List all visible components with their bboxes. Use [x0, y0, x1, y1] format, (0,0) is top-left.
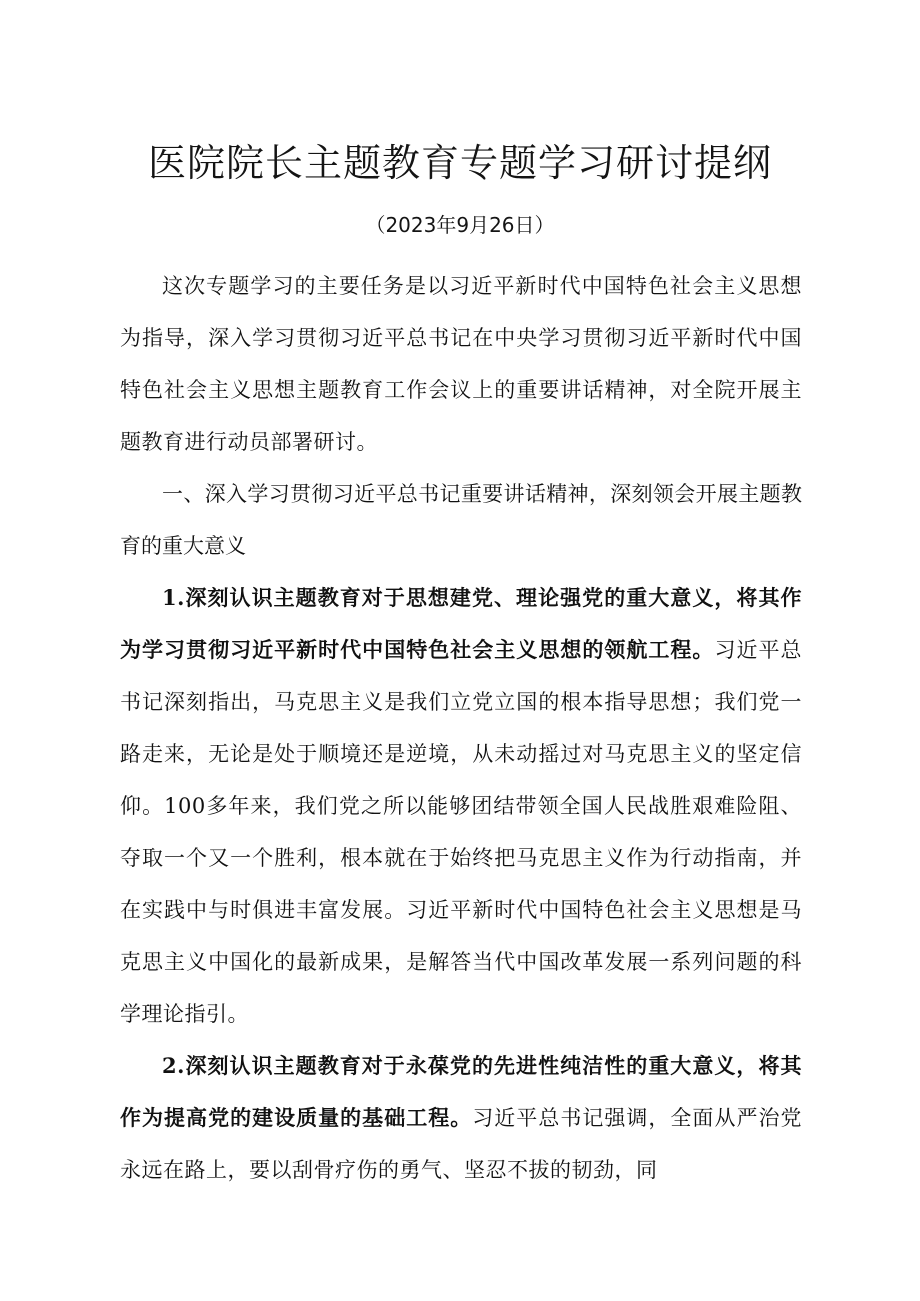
document-title: 医院院长主题教育专题学习研讨提纲 [147, 141, 772, 185]
intro-paragraph: 这次专题学习的主要任务是以习近平新时代中国特色社会主义思想为指导，深入学习贯彻习近平总书记在中央学习贯彻习近平新时代中国特色社会主义思想主题教育工作会议上的重要讲话精神，对全院开展主题教育进行动员部署研讨。 [120, 274, 802, 454]
item-1-lead: 1.深刻认识主题教育对于思想建党、理论强党的重大意义，将其作为学习贯彻习近平新时代中国特色社会主义思想的领航工程。 [120, 585, 802, 662]
item-2-paragraph [120, 1040, 802, 1196]
document-body [120, 260, 802, 1196]
item-1-text: 习近平总书记深刻指出，马克思主义是我们立党立国的根本指导思想；我们党一路走来，无论是处于顺境还是逆境，从未动摇过对马克思主义的坚定信仰。100多年来，我们党之所以能够团结带领全国人民战胜艰难险阻、夺取一个又一个胜利，根本就在于始终把马克思主义作为行动指南，并在实践中与时俱进丰富发展。习近平新时代中国特色社会主义思想是马克思主义中国化的最新成果，是解答当代中国改革发展一系列问题的科学理论指引。 [120, 638, 803, 1026]
document-date: （2023年9月26日） [365, 213, 555, 237]
section-1-heading: 一、深入学习贯彻习近平总书记重要讲话精神，深刻领会开展主题教育的重大意义 [120, 482, 802, 558]
item-1-paragraph [120, 572, 802, 1040]
item-2-text: 习近平总书记强调，全面从严治党永远在路上，要以刮骨疗伤的勇气、坚忍不拔的韧劲，同 [120, 1106, 802, 1182]
item-2-lead: 2.深刻认识主题教育对于永葆党的先进性纯洁性的重大意义，将其作为提高党的建设质量的基础工程。 [120, 1053, 802, 1130]
